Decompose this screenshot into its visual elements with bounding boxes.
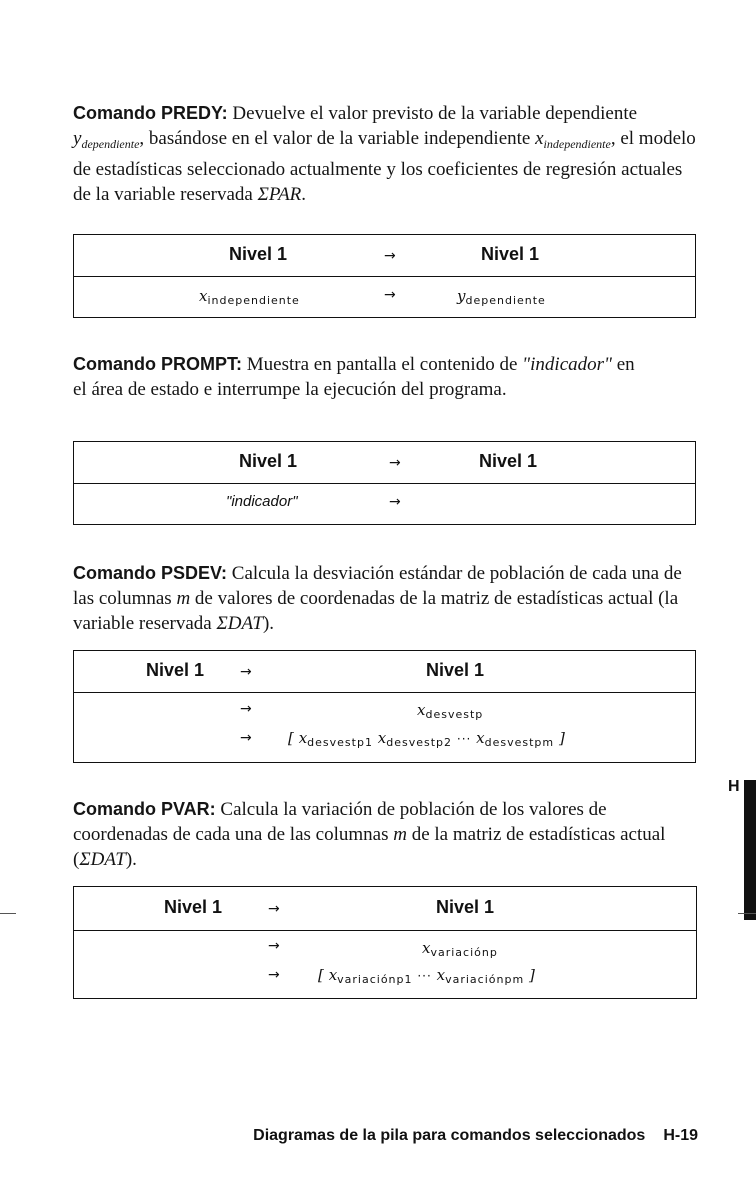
- table-header-row: [74, 235, 695, 277]
- predy-stack-table: [73, 234, 696, 318]
- pvar-paragraph: Comando PVAR: Calcula la variación de población de los valores de coordenadas de cada una de las columnas m de la matriz de estadísticas actual (ΣDAT).: [73, 799, 666, 870]
- margin-mark: [738, 913, 756, 914]
- output-value: xvariaciónp: [422, 939, 498, 959]
- table-header-row: [74, 442, 695, 484]
- margin-mark: [0, 913, 16, 914]
- arrow-icon: →: [240, 664, 252, 680]
- input-value: xindependiente: [199, 287, 300, 307]
- section-tab-letter: H: [728, 778, 740, 795]
- arrow-icon: →: [268, 938, 280, 954]
- output-array: [ xdesvestp1 xdesvestp2 ··· xdesvestpm ]: [288, 729, 565, 749]
- header-level-output: Nivel 1: [479, 451, 538, 471]
- footer-title: Diagramas de la pila para comandos seleccionados: [253, 1127, 646, 1144]
- psdev-paragraph: Comando PSDEV: Calcula la desviación estándar de población de cada una de las columnas m de valores de coordenadas de la matriz de estadísticas actual (la variable reservada ΣDAT).: [73, 563, 682, 634]
- output-value: ydependiente: [457, 287, 546, 307]
- arrow-icon: →: [389, 494, 401, 510]
- section-tab-bar: [744, 780, 756, 920]
- arrow-icon: →: [384, 287, 396, 303]
- table-row: [74, 277, 695, 317]
- header-level-input: Nivel 1: [239, 451, 298, 471]
- prompt-stack-table: [73, 441, 696, 525]
- predy-command: Comando PREDY:: [73, 103, 228, 123]
- pvar-stack-table: [73, 886, 697, 999]
- header-level-output: Nivel 1: [481, 244, 540, 264]
- arrow-icon: →: [268, 967, 280, 983]
- header-level-input: Nivel 1: [229, 244, 288, 264]
- psdev-stack-table: [73, 650, 696, 763]
- table-header-row: [74, 887, 696, 931]
- arrow-icon: →: [268, 901, 280, 917]
- arrow-icon: →: [384, 248, 396, 264]
- arrow-icon: →: [389, 455, 401, 471]
- prompt-paragraph: Comando PROMPT: Muestra en pantalla el contenido de "indicador" en el área de estado e interrumpe la ejecución del programa.: [73, 354, 635, 400]
- predy-paragraph: Comando PREDY: Devuelve el valor previsto de la variable dependiente $y_{dependiente}$, basándose en el valor de la variable independiente $x_{independiente}$, el modelo de estadísticas seleccionado actualmente y los coeficientes de regresión actuales de la variable reservada ΣPAR.: [73, 103, 696, 205]
- output-value: xdesvestp: [417, 701, 484, 721]
- header-level-output: Nivel 1: [436, 897, 495, 917]
- header-level-input: Nivel 1: [164, 897, 223, 917]
- pvar-command: Comando PVAR:: [73, 799, 216, 819]
- header-level-output: Nivel 1: [426, 660, 485, 680]
- output-array: [ xvariaciónp1 ··· xvariaciónpm ]: [318, 966, 535, 986]
- arrow-icon: →: [240, 730, 252, 746]
- arrow-icon: →: [240, 701, 252, 717]
- table-row: [74, 931, 696, 998]
- input-value: "indicador": [226, 493, 298, 510]
- table-header-row: [74, 651, 695, 693]
- psdev-command: Comando PSDEV:: [73, 563, 228, 583]
- page-number: H-19: [663, 1127, 698, 1144]
- table-row: [74, 693, 695, 762]
- table-row: [74, 484, 695, 524]
- prompt-command: Comando PROMPT:: [73, 354, 242, 374]
- header-level-input: Nivel 1: [146, 660, 205, 680]
- page-footer: [253, 1127, 698, 1145]
